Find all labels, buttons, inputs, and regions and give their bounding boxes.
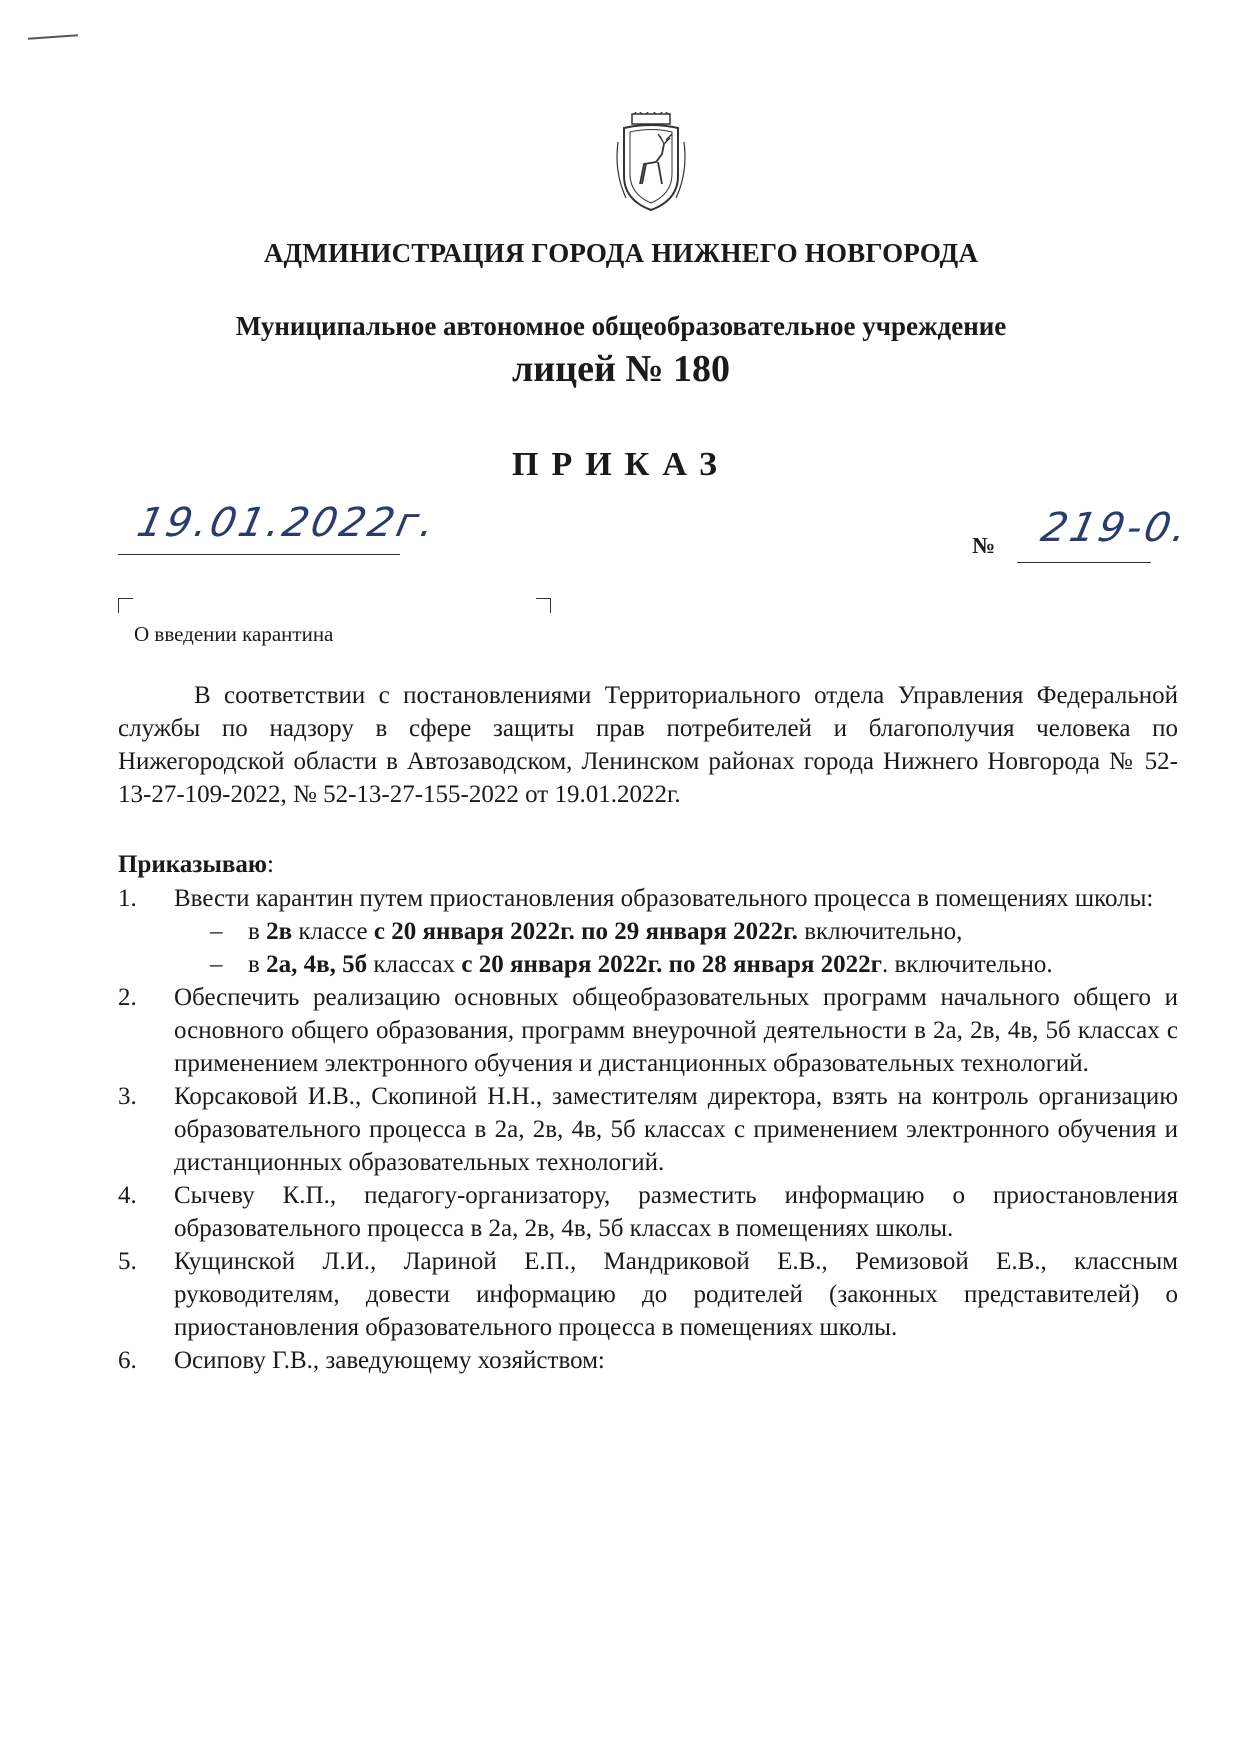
order-item-text: Осипову Г.В., заведующему хозяйством:: [174, 1347, 605, 1374]
subitem-bold: с 20 января 2022г. по 29 января 2022г.: [373, 918, 798, 945]
document-type-heading: ПРИКАЗ: [512, 446, 730, 483]
order-items-list: [118, 882, 1178, 1377]
order-lead-colon: :: [266, 851, 274, 878]
order-subitem: [174, 948, 1178, 981]
preamble-paragraph: В соответствии с постановлениями Территориального отдела Управления Федеральной службы по надзору в сфере защиты прав потребителей и благополучия человека по Нижегородской области в Автозаводском, Ленинском районах города Нижнего Новгорода № 52-13-27-109-2022, № 52-13-27-155-2022 от 19.01.2022г.: [118, 682, 1178, 808]
order-subitems-list: [174, 915, 1178, 981]
order-item-number: 1.: [118, 885, 137, 912]
order-number: 219-0.: [1037, 505, 1194, 551]
order-item-text: Ввести карантин путем приостановления образовательного процесса в помещениях школы:: [174, 885, 1154, 912]
order-item-text: Сычеву К.П., педагогу-организатору, разместить информацию о приостановления образовательного процесса в 2а, 2в, 4в, 5б классах в помещениях школы.: [174, 1182, 1178, 1242]
administration-heading: АДМИНИСТРАЦИЯ ГОРОДА НИЖНЕГО НОВГОРОДА: [263, 238, 979, 268]
order-item-number: 3.: [118, 1083, 137, 1110]
order-item: [118, 882, 1178, 981]
order-date: 19.01.2022г.: [133, 500, 442, 546]
lyceum-heading: лицей № 180: [511, 348, 731, 390]
subitem-bold: 2а, 4в, 5б: [266, 951, 368, 978]
scan-mark: [28, 34, 78, 39]
order-item: [118, 1344, 1178, 1377]
subitem-bold: с 20 января 2022г. по 28 января 2022г: [461, 951, 882, 978]
number-underline: [1017, 562, 1151, 563]
subject-bracket-right: [536, 598, 551, 613]
order-lead: [118, 851, 274, 879]
dash-marker: –: [210, 951, 223, 978]
order-item: [118, 981, 1178, 1080]
city-coat-of-arms-icon: [612, 112, 690, 214]
subitem-text: классах: [367, 951, 462, 978]
order-item: [118, 1245, 1178, 1344]
order-subject: О введении карантина: [134, 622, 334, 646]
order-subitem: [174, 915, 1178, 948]
order-item-text: Обеспечить реализацию основных общеобразовательных программ начального общего и основного общего образования, программ внеурочной деятельности в 2а, 2в, 4в, 5б классах с применением электронного обучения и дистанционных образовательных технологий.: [174, 984, 1178, 1077]
order-item: [118, 1080, 1178, 1179]
institution-heading: Муниципальное автономное общеобразовательное учреждение: [235, 311, 1007, 341]
order-item-number: 2.: [118, 984, 137, 1011]
order-item-text: Корсаковой И.В., Скопиной Н.Н., заместителям директора, взять на контроль организацию образовательного процесса в 2а, 2в, 4в, 5б классах с применением электронного обучения и дистанционных образовательных технологий.: [174, 1083, 1178, 1176]
subitem-text: включительно,: [797, 918, 963, 945]
dash-marker: –: [210, 918, 223, 945]
subitem-bold: 2в: [266, 918, 293, 945]
subitem-text: в: [248, 951, 267, 978]
order-item-text: Кущинской Л.И., Лариной Е.П., Мандриковой Е.В., Ремизовой Е.В., классным руководителям, довести информацию до родителей (законных представителей) о приостановления образовательного процесса в помещениях школы.: [174, 1248, 1178, 1341]
order-item-number: 5.: [118, 1248, 137, 1275]
order-item-number: 4.: [118, 1182, 137, 1209]
order-item: [118, 1179, 1178, 1245]
subitem-text: в: [248, 918, 267, 945]
order-item-number: 6.: [118, 1347, 137, 1374]
order-lead-word: Приказываю: [118, 851, 267, 878]
subject-bracket-left: [118, 598, 133, 613]
subitem-text: . включительно.: [882, 951, 1053, 978]
subitem-text: классе: [292, 918, 374, 945]
date-underline: [118, 554, 400, 555]
order-number-label: №: [972, 533, 996, 558]
